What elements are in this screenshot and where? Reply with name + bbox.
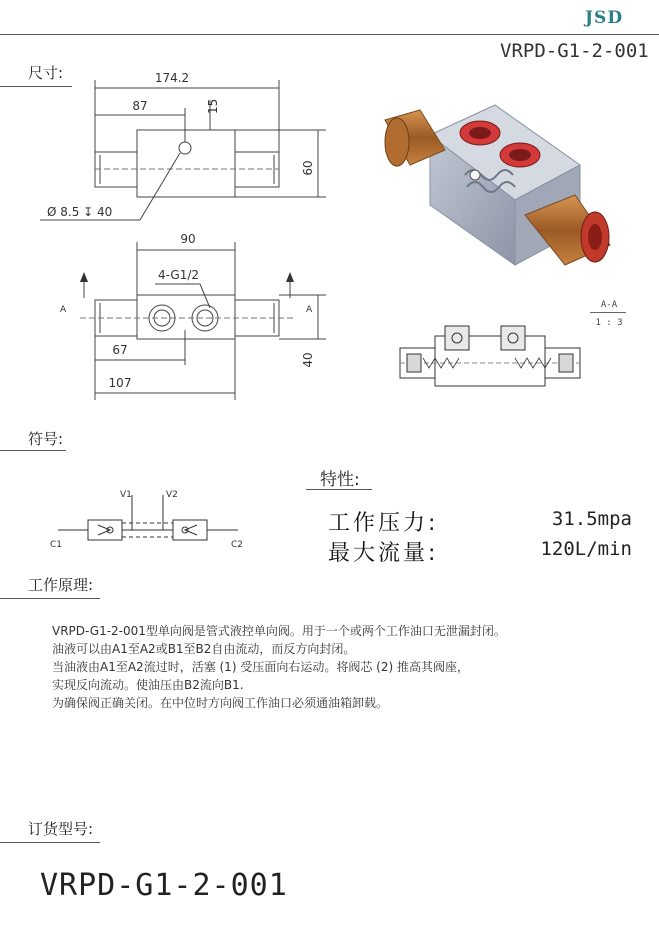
- check-valve-right: [173, 520, 207, 540]
- description-line: VRPD-G1-2-001型单向阀是管式液控单向阀。用于一个或两个工作油口无泄漏封闭。: [52, 624, 506, 638]
- section-mark-right: A: [306, 305, 313, 315]
- dim-40: 40: [301, 352, 315, 368]
- section-symbol-title: 符号:: [28, 430, 64, 448]
- spec-flow-value: 120L/min: [540, 538, 632, 560]
- spec-pressure-label: 工作压力:: [328, 511, 439, 536]
- header-rule: [0, 34, 659, 35]
- top-view-body: [137, 130, 235, 197]
- symbol-label-v1: V1: [120, 490, 132, 500]
- section-dimensions-title: 尺寸:: [28, 64, 64, 82]
- section-mark-left: A: [60, 305, 67, 315]
- front-view-port-2: [192, 305, 218, 331]
- section-characteristics-rule: [306, 489, 372, 490]
- spec-pressure-value: 31.5mpa: [551, 508, 632, 530]
- symbol-label-v2: V2: [166, 490, 178, 500]
- section-view: [395, 318, 585, 393]
- principle-description: [52, 622, 632, 712]
- section-symbol-rule: [0, 450, 66, 451]
- brand-logo: JSD: [585, 8, 624, 28]
- dim-87: 87: [132, 99, 148, 113]
- port-note: 4-G1/2: [158, 268, 200, 282]
- spec-flow-label: 最大流量:: [328, 541, 439, 566]
- dim-90: 90: [180, 232, 196, 246]
- hole-note: Ø 8.5 ↧ 40: [47, 205, 113, 219]
- description-line: 油液可以由A1至A2或B1至B2自由流动，而反方向封闭。: [52, 642, 356, 656]
- dim-15: 15: [206, 98, 220, 114]
- dim-107: 107: [108, 376, 132, 390]
- check-valve-left: [88, 520, 122, 540]
- description-line: 实现反向流动。使油压由B2流向B1.: [52, 678, 244, 692]
- top-view-bolt-hole: [179, 142, 191, 154]
- dim-total: 174.2: [154, 71, 190, 85]
- section-principle-rule: [0, 598, 100, 599]
- description-line: 为确保阀正确关闭。在中位时方向阀工作油口必须通油箱卸载。: [52, 696, 389, 710]
- dim-67: 67: [112, 343, 128, 357]
- section-label: A-A: [600, 300, 618, 310]
- red-port-2: [500, 143, 540, 167]
- section-order-title: 订货型号:: [28, 820, 94, 838]
- section-order-rule: [0, 842, 100, 843]
- header-model-code: VRPD-G1-2-001: [500, 40, 649, 62]
- technical-drawing: [0, 60, 340, 410]
- dim-60: 60: [301, 160, 315, 176]
- description-line: 当油液由A1至A2流过时，活塞 (1) 受压面向右运动。将阀芯 (2) 推高其阀座，: [52, 660, 469, 674]
- symbol-label-c2: C2: [231, 540, 244, 550]
- symbol-label-c1: C1: [50, 540, 63, 550]
- red-port-1: [460, 121, 500, 145]
- valve-3d-render: [375, 95, 615, 285]
- section-label-rule: [590, 312, 626, 313]
- front-view-body: [137, 295, 235, 339]
- hydraulic-symbol: [48, 485, 258, 555]
- section-characteristics-title: 特性:: [320, 470, 360, 490]
- section-scale: 1 : 3: [595, 318, 623, 328]
- section-principle-title: 工作原理:: [28, 576, 94, 594]
- order-model-code: VRPD-G1-2-001: [40, 868, 288, 903]
